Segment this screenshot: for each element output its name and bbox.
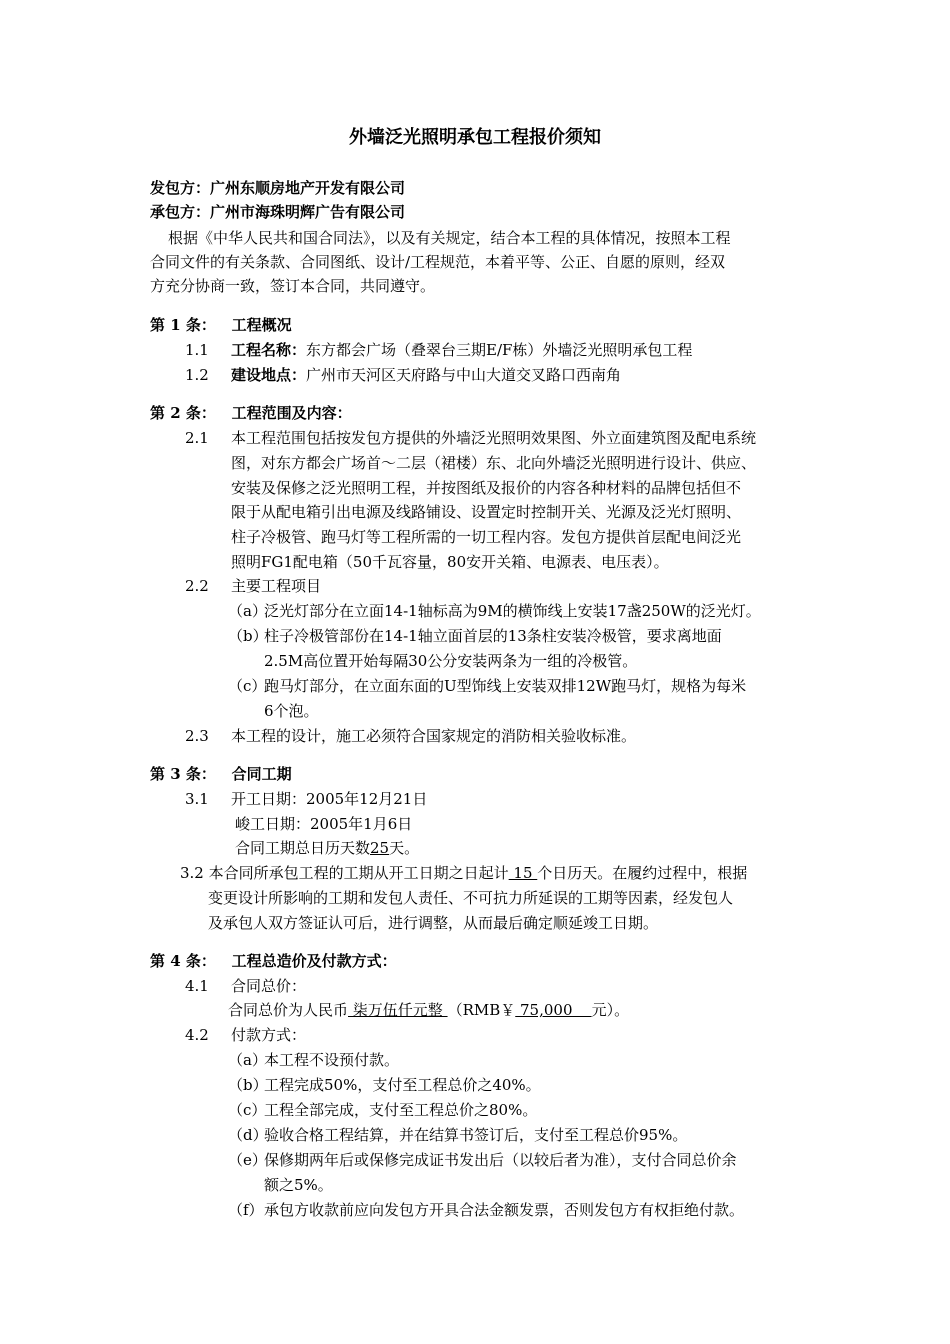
- article-1-heading: [150, 313, 292, 337]
- preamble-line: 方充分协商一致，签订本合同，共同遵守。: [150, 277, 436, 295]
- payment-item-text: 验收合格工程结算，并在结算书签订后，支付至工程总价95%。: [264, 1126, 688, 1144]
- payment-item-number: （d）: [228, 1126, 268, 1144]
- sub-item-c: [228, 674, 746, 698]
- duration-unit: 天。: [389, 839, 420, 857]
- clause-1-2: [185, 363, 621, 387]
- clause-label: 工程名称：: [231, 341, 307, 359]
- payment-item: [228, 1098, 537, 1122]
- sub-item-number: （c）: [228, 677, 267, 695]
- payment-item: [228, 1073, 541, 1097]
- payment-item: [228, 1123, 687, 1147]
- price-amount: 75,000: [515, 1001, 592, 1019]
- sub-item-text-line: 2.5M高位置开始每隔30公分安装两条为一组的冷极管。: [264, 652, 638, 670]
- clause-text: 付款方式：: [231, 1026, 307, 1044]
- sub-item-number: （a）: [228, 602, 267, 620]
- article-title: 工程总造价及付款方式：: [231, 952, 397, 970]
- payment-item: [228, 1198, 744, 1222]
- start-date: 开工日期：2005年12月21日: [231, 790, 428, 808]
- payment-item: [228, 1148, 737, 1172]
- article-title: 工程概况: [231, 316, 292, 334]
- clause-number: 3.1: [185, 790, 209, 808]
- clause-3-2: [180, 861, 747, 885]
- price-unit: 元）。: [591, 1001, 630, 1019]
- clause-text-line: 柱子冷极管、跑马灯等工程所需的一切工程内容。发包方提供首层配电间泛光: [231, 528, 742, 546]
- sub-item-text: 柱子冷极管部份在14-1轴立面首层的13条柱安装冷极管，要求离地面: [264, 627, 722, 645]
- article-number: 第 2 条：: [150, 404, 216, 422]
- sub-item-text: 泛光灯部分在立面14-1轴标高为9M的横饰线上安装17盏250W的泛光灯。: [264, 602, 761, 620]
- contract-price: [228, 998, 629, 1022]
- clause-text-line: 图，对东方都会广场首～二层（裙楼）东、北向外墙泛光照明进行设计、供应、: [231, 454, 757, 472]
- article-title: 合同工期: [231, 765, 292, 783]
- calendar-days: 15: [508, 864, 538, 882]
- payment-item-number: （c）: [228, 1101, 267, 1119]
- article-title: 工程范围及内容：: [231, 404, 352, 422]
- sub-item-number: （b）: [228, 627, 268, 645]
- clause-text-line: 安装及保修之泛光照明工程，并按图纸及报价的内容各种材料的品牌包括但不: [231, 479, 742, 497]
- article-number: 第 4 条：: [150, 952, 216, 970]
- article-number: 第 3 条：: [150, 765, 216, 783]
- clause-4-1: [185, 974, 306, 998]
- payment-item-text: 承包方收款前应向发包方开具合法金额发票，否则发包方有权拒绝付款。: [264, 1201, 745, 1219]
- clause-text: 东方都会广场（叠翠台三期E/F栋）外墙泛光照明承包工程: [306, 341, 693, 359]
- payment-item-text: 工程全部完成，支付至工程总价之80%。: [264, 1101, 538, 1119]
- price-label: 合同总价为人民币: [228, 1001, 349, 1019]
- clause-2-1: [185, 426, 756, 450]
- party-b: 承包方：广州市海珠明辉广告有限公司: [150, 203, 406, 221]
- clause-number: 2.1: [185, 429, 209, 447]
- payment-item-number: （e）: [228, 1151, 267, 1169]
- end-date: 峻工日期：2005年1月6日: [235, 815, 413, 833]
- clause-text-line: 及承包人双方签证认可后，进行调整，从而最后确定顺延竣工日期。: [208, 914, 659, 932]
- price-in-words: 柒万伍仟元整: [348, 1001, 448, 1019]
- payment-item-number: （a）: [228, 1051, 267, 1069]
- party-a: 发包方：广州东顺房地产开发有限公司: [150, 179, 406, 197]
- preamble-line: 根据《中华人民共和国合同法》，以及有关规定，结合本工程的具体情况，按照本工程: [168, 229, 731, 247]
- payment-item-continuation: 额之5%。: [264, 1176, 333, 1194]
- sub-item-b: [228, 624, 722, 648]
- total-duration: [235, 836, 419, 860]
- payment-item-text: 本工程不设预付款。: [264, 1051, 400, 1069]
- preamble-line: 合同文件的有关条款、合同图纸、设计/工程规范，本着平等、公正、自愿的原则，经双: [150, 253, 726, 271]
- clause-text: 合同总价：: [231, 977, 307, 995]
- clause-text: 本工程的设计，施工必须符合国家规定的消防相关验收标准。: [231, 727, 637, 745]
- payment-item-number: （b）: [228, 1076, 268, 1094]
- clause-text-line: 限于从配电箱引出电源及线路铺设、设置定时控制开关、光源及泛光灯照明、: [231, 503, 742, 521]
- clause-4-2: [185, 1023, 306, 1047]
- clause-number: 1.1: [185, 341, 209, 359]
- clause-number: 4.2: [185, 1026, 209, 1044]
- clause-number: 2.3: [185, 727, 209, 745]
- article-number: 第 1 条：: [150, 316, 216, 334]
- clause-text: 本工程范围包括按发包方提供的外墙泛光照明效果图、外立面建筑图及配电系统: [231, 429, 757, 447]
- article-4-heading: [150, 949, 397, 973]
- clause-text-line: 变更设计所影响的工期和发包人责任、不可抗力所延误的工期等因素，经发包人: [208, 889, 734, 907]
- duration-label: 合同工期总日历天数: [235, 839, 371, 857]
- duration-days: 25: [370, 839, 390, 857]
- clause-text: 主要工程项目: [231, 577, 322, 595]
- clause-number: 4.1: [185, 977, 209, 995]
- article-2-heading: [150, 401, 352, 425]
- payment-item-number: （f）: [228, 1201, 264, 1219]
- clause-number: 2.2: [185, 577, 209, 595]
- payment-item-text: 工程完成50%，支付至工程总价之40%。: [264, 1076, 541, 1094]
- clause-text-line: 照明FG1配电箱（50千瓦容量，80安开关箱、电源表、电压表）。: [231, 553, 669, 571]
- payment-item-text: 保修期两年后或保修完成证书发出后（以较后者为准），支付合同总价余: [264, 1151, 737, 1169]
- clause-1-1: [185, 338, 692, 362]
- sub-item-a: [228, 599, 761, 623]
- clause-label: 建设地点：: [231, 366, 307, 384]
- clause-text: 广州市天河区天府路与中山大道交叉路口西南角: [306, 366, 622, 384]
- price-currency: （RMB￥: [447, 1001, 516, 1019]
- sub-item-text: 跑马灯部分，在立面东面的U型饰线上安装双排12W跑马灯，规格为每米: [264, 677, 747, 695]
- clause-number: 1.2: [185, 366, 209, 384]
- clause-text: 3.2 本合同所承包工程的工期从开工日期之日起计: [180, 864, 509, 882]
- payment-item: [228, 1048, 399, 1072]
- sub-item-text-line: 6个泡。: [264, 702, 319, 720]
- clause-3-1: [185, 787, 427, 811]
- document-title: 外墙泛光照明承包工程报价须知: [349, 127, 601, 148]
- clause-text: 个日历天。在履约过程中，根据: [537, 864, 748, 882]
- clause-2-3: [185, 724, 636, 748]
- article-3-heading: [150, 762, 292, 786]
- clause-2-2: [185, 574, 321, 598]
